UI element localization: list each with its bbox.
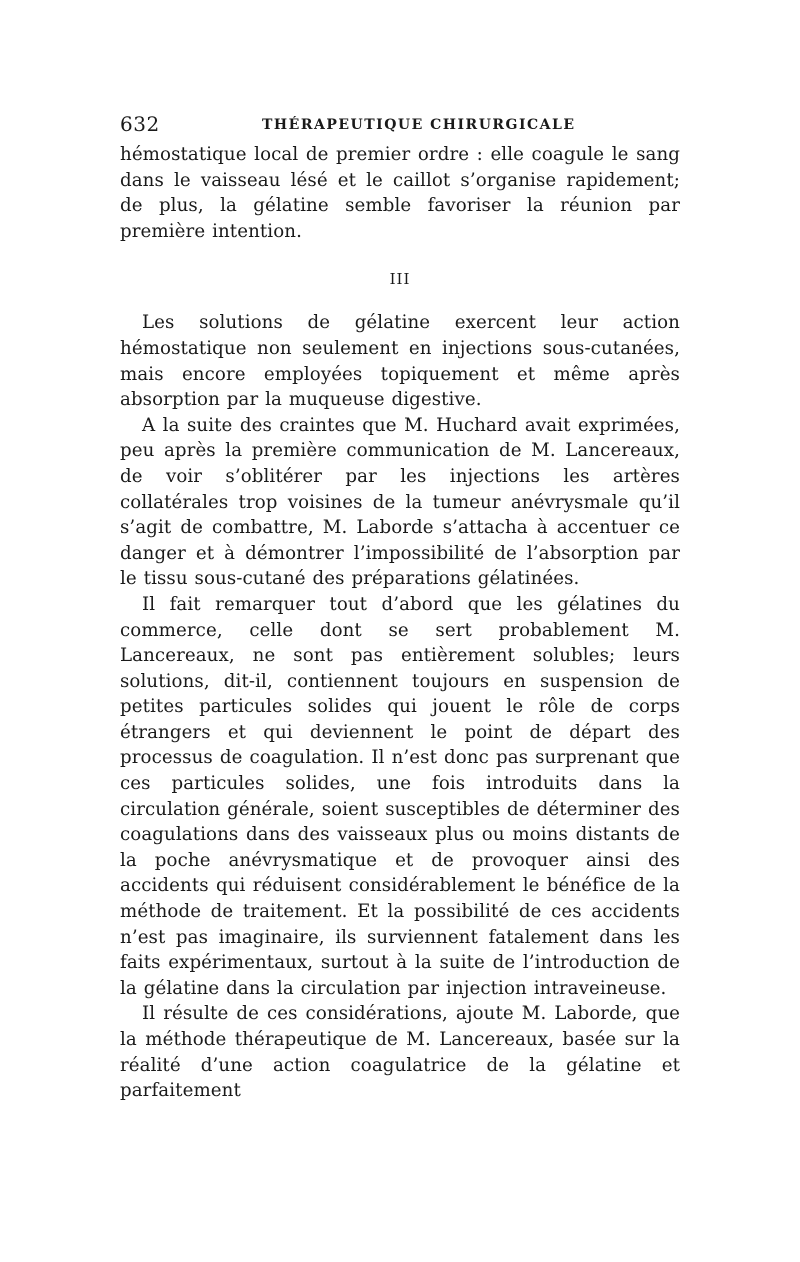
continued-paragraph: hémostatique local de premier ordre : elle coagule le sang dans le vaisseau lésé et le caillot s’organise rapidement; de plus, la gélatine semble favoriser la réunion par première intention.: [120, 144, 680, 242]
page-number: 632: [120, 112, 160, 136]
running-title: THÉRAPEUTIQUE CHIRURGICALE: [262, 117, 576, 133]
running-head: [120, 112, 680, 142]
book-page: [120, 112, 680, 1104]
paragraph: A la suite des craintes que M. Huchard avait exprimées, peu après la première communication de M. Lancereaux, de voir s’oblitérer par les injections les artères collatérales trop voisines de la tumeur anévrysmale qu’il s’agit de combattre, M. Laborde s’attacha à accentuer ce danger et à démontrer l’impossibilité de l’absorption par le tissu sous-cutané des préparations gélatinées.: [120, 414, 680, 590]
paragraph: Il résulte de ces considérations, ajoute M. Laborde, que la méthode thérapeutique de M. Lancereaux, basée sur la réalité d’une action coagulatrice de la gélatine et parfaitement: [120, 1003, 680, 1102]
paragraph: Il fait remarquer tout d’abord que les gélatines du commerce, celle dont se sert probablement M. Lancereaux, ne sont pas entièrement solubles; leurs solutions, dit-il, contiennent toujours en suspension de petites particules solides qui jouent le rôle de corps étrangers et qui deviennent le point de départ des processus de coagulation. Il n’est donc pas surprenant que ces particules solides, une fois introduits dans la circulation générale, soient susceptibles de déterminer des coagulations dans des vaisseaux plus ou moins distants de la poche anévrysmatique et de provoquer ainsi des accidents qui réduisent considérablement le bénéfice de la méthode de traitement. Et la possibilité de ces accidents n’est pas imaginaire, ils surviennent fatalement dans les faits expérimentaux, surtout à la suite de l’introduction de la gélatine dans la circulation par injection intraveineuse.: [120, 593, 680, 999]
section-number: III: [389, 270, 411, 289]
paragraph: Les solutions de gélatine exercent leur action hémostatique non seulement en injections sous-cutanées, mais encore employées topiquement et même après absorption par la muqueuse digestive.: [120, 312, 680, 411]
body-text: [120, 142, 680, 1104]
